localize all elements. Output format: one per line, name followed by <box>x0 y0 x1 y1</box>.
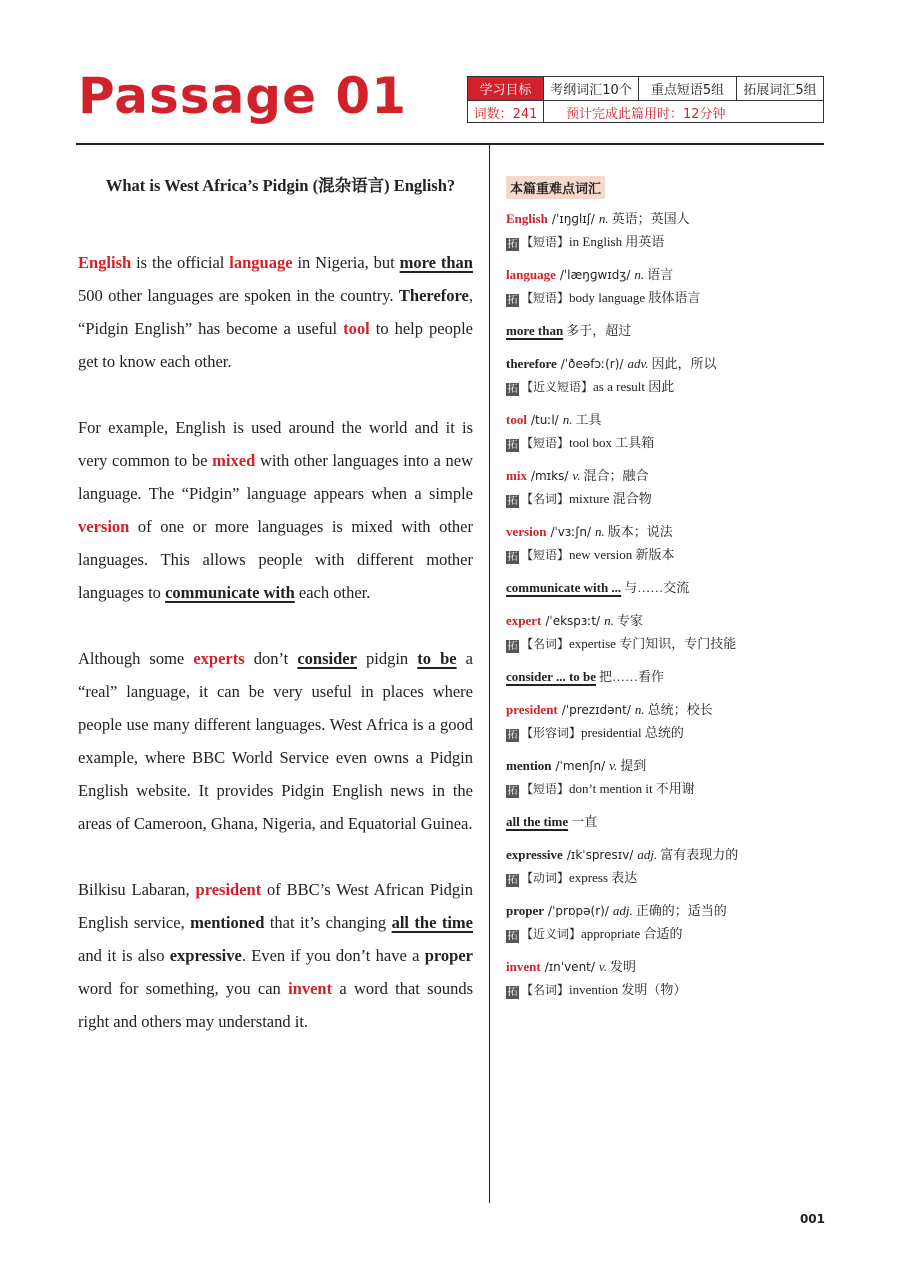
phonetic: /tuːl/ <box>530 413 559 427</box>
vocabulary-list <box>506 207 824 1001</box>
page-title: Passage 01 <box>78 67 407 125</box>
phonetic: /ɪkˈspresɪv/ <box>566 848 634 862</box>
goals-label: 学习目标 <box>468 77 544 100</box>
extension-label: 【短语】 <box>521 782 570 796</box>
vocab-word: therefore <box>506 356 557 371</box>
key-word: expressive <box>169 946 242 965</box>
key-phrase: all the time <box>391 913 474 932</box>
vocab-entry <box>506 464 824 510</box>
definition: 版本；说法 <box>607 524 673 539</box>
paragraph <box>78 873 473 1038</box>
phonetic: /ˈðeəfɔː(r)/ <box>560 357 624 371</box>
extension-text: tool box 工具箱 <box>569 435 655 450</box>
vocab-entry <box>506 810 824 833</box>
definition: 把……看作 <box>599 669 665 684</box>
phonetic: /ˈprɒpə(r)/ <box>548 904 609 918</box>
vocabulary-heading: 本篇重难点词汇 <box>506 176 605 199</box>
goal-item: 考纲词汇10个 <box>544 77 639 100</box>
definition: 正确的；适当的 <box>635 903 727 918</box>
definition: 专家 <box>616 613 643 628</box>
text-run: a word that sounds right and others may understand it. <box>78 979 474 1031</box>
definition: 与……交流 <box>624 580 690 595</box>
text-run: For example, English is used around the world and it is very common to be <box>78 418 473 470</box>
extension-icon: 拓 <box>507 931 518 942</box>
key-phrase: consider <box>297 649 357 668</box>
extension-label: 【近义短语】 <box>521 380 594 394</box>
key-word: English <box>78 253 132 272</box>
vocab-entry <box>506 263 824 309</box>
part-of-speech: n. <box>562 412 573 427</box>
extension-icon: 拓 <box>507 552 518 563</box>
vocab-word: more than <box>506 323 564 338</box>
definition: 因此，所以 <box>651 356 717 371</box>
vocab-word: invent <box>506 959 541 974</box>
key-word: invent <box>288 979 333 998</box>
extension-text: expertise 专门知识，专门技能 <box>569 636 737 651</box>
definition: 混合；融合 <box>583 468 649 483</box>
text-run: and it is also <box>78 946 170 965</box>
extension-label: 【形容词】 <box>521 726 582 740</box>
vocab-entry <box>506 408 824 454</box>
vocab-entry <box>506 576 824 599</box>
column-divider <box>489 145 490 1203</box>
key-word: tool <box>343 319 370 338</box>
extension-text: appropriate 合适的 <box>581 926 683 941</box>
definition: 语言 <box>647 267 674 282</box>
phonetic: /mɪks/ <box>530 469 569 483</box>
part-of-speech: adj. <box>612 903 633 918</box>
vocab-word: proper <box>506 903 545 918</box>
vocab-entry <box>506 899 824 945</box>
text-run: pidgin <box>356 649 418 668</box>
page-number: 001 <box>799 1212 825 1226</box>
definition: 一直 <box>571 814 598 829</box>
extension-label: 【名词】 <box>521 983 570 997</box>
part-of-speech: v. <box>609 758 618 773</box>
key-word: proper <box>424 946 474 965</box>
vocab-word: tool <box>506 412 527 427</box>
part-of-speech: n. <box>634 702 645 717</box>
word-count: 词数：241 <box>468 101 544 123</box>
extension-icon: 拓 <box>507 786 518 797</box>
phonetic: /ˈlæŋɡwɪdʒ/ <box>559 268 631 282</box>
definition: 工具 <box>575 412 602 427</box>
definition: 提到 <box>620 758 647 773</box>
text-run: don’t <box>244 649 298 668</box>
key-word: mixed <box>212 451 256 470</box>
extension-label: 【名词】 <box>521 492 570 506</box>
text-run: that it’s changing <box>264 913 392 932</box>
extension-icon: 拓 <box>507 875 518 886</box>
text-run: word for something, you can <box>78 979 289 998</box>
paragraph <box>78 642 473 840</box>
extension-icon: 拓 <box>507 496 518 507</box>
paragraph <box>78 411 473 609</box>
vocab-word: expert <box>506 613 542 628</box>
vocab-word: mix <box>506 468 527 483</box>
key-word: Therefore <box>398 286 469 305</box>
extension-label: 【短语】 <box>521 235 570 249</box>
definition: 多于，超过 <box>566 323 632 338</box>
extension-text: invention 发明（物） <box>569 982 687 997</box>
passage-body <box>78 246 473 1038</box>
vocab-word: English <box>506 211 548 226</box>
phonetic: /ˈvɜːʃn/ <box>550 525 591 539</box>
text-run: with other languages into a new language. The “Pidgin” language appears when a simple <box>78 451 473 503</box>
vocab-entry <box>506 754 824 800</box>
vocab-word: expressive <box>506 847 563 862</box>
extension-label: 【近义词】 <box>521 927 582 941</box>
extension-label: 【名词】 <box>521 637 570 651</box>
extension-label: 【短语】 <box>521 548 570 562</box>
key-word: mentioned <box>190 913 265 932</box>
key-phrase: to be <box>417 649 457 668</box>
key-word: experts <box>193 649 245 668</box>
definition: 英语；英国人 <box>611 211 690 226</box>
extension-text: in English 用英语 <box>569 234 665 249</box>
text-run: Bilkisu Labaran, <box>78 880 196 899</box>
extension-icon: 拓 <box>507 295 518 306</box>
key-phrase: communicate with <box>165 583 295 602</box>
part-of-speech: n. <box>604 613 614 628</box>
text-run: 500 other languages are spoken in the country. <box>78 286 399 305</box>
key-word: president <box>195 880 262 899</box>
extension-text: presidential 总统的 <box>581 725 684 740</box>
passage-title: What is West Africa’s Pidgin (混杂语言) English? <box>105 176 456 195</box>
header-divider <box>76 143 824 145</box>
vocab-entry <box>506 319 824 342</box>
extension-icon: 拓 <box>507 987 518 998</box>
part-of-speech: v. <box>572 468 581 483</box>
vocab-entry <box>506 698 824 744</box>
vocab-word: consider ... to be <box>506 669 597 684</box>
phonetic: /ˈɪŋɡlɪʃ/ <box>551 212 595 226</box>
text-run: is the official <box>131 253 230 272</box>
extension-icon: 拓 <box>507 641 518 652</box>
vocab-word: language <box>506 267 556 282</box>
phonetic: /ˈmenʃn/ <box>555 759 606 773</box>
text-run: , “Pidgin English” has become a useful <box>78 286 473 338</box>
vocabulary-sidebar <box>506 176 824 1011</box>
extension-label: 【短语】 <box>521 436 570 450</box>
extension-text: as a result 因此 <box>593 379 675 394</box>
estimated-time: 预计完成此篇用时：12分钟 <box>566 106 726 122</box>
extension-text: body language 肢体语言 <box>569 290 701 305</box>
paragraph <box>78 246 473 378</box>
vocab-entry <box>506 665 824 688</box>
vocab-entry <box>506 207 824 253</box>
extension-icon: 拓 <box>507 384 518 395</box>
key-word: language <box>229 253 293 272</box>
part-of-speech: n. <box>634 267 645 282</box>
definition: 总统；校长 <box>647 702 713 717</box>
goal-item: 拓展词汇5组 <box>743 83 817 98</box>
extension-label: 【短语】 <box>521 291 570 305</box>
learning-goals-table <box>467 76 824 123</box>
extension-icon: 拓 <box>507 239 518 250</box>
vocab-word: version <box>506 524 547 539</box>
vocab-word: communicate with ... <box>506 580 622 595</box>
phonetic: /ɪnˈvent/ <box>544 960 595 974</box>
definition: 发明 <box>609 959 636 974</box>
vocab-word: all the time <box>506 814 569 829</box>
phonetic: /ˈekspɜːt/ <box>545 614 601 628</box>
extension-label: 【动词】 <box>521 871 570 885</box>
part-of-speech: n. <box>598 211 609 226</box>
vocab-entry <box>506 520 824 566</box>
extension-text: mixture 混合物 <box>569 491 652 506</box>
vocab-word: president <box>506 702 558 717</box>
extension-text: express 表达 <box>569 870 638 885</box>
part-of-speech: adj. <box>637 847 658 862</box>
extension-icon: 拓 <box>507 730 518 741</box>
part-of-speech: n. <box>595 524 605 539</box>
passage-column <box>78 168 473 1071</box>
text-run: of one or more languages is mixed with other languages. This allows people with different mother languages to <box>78 517 473 602</box>
part-of-speech: v. <box>598 959 607 974</box>
text-run: each other. <box>294 583 371 602</box>
text-run: to help people get to know each other. <box>78 319 473 371</box>
text-run: Although some <box>78 649 194 668</box>
extension-icon: 拓 <box>507 440 518 451</box>
vocab-entry <box>506 609 824 655</box>
phonetic: /ˈprezɪdənt/ <box>561 703 631 717</box>
vocab-word: mention <box>506 758 552 773</box>
vocab-entry <box>506 352 824 398</box>
key-phrase: more than <box>399 253 473 272</box>
vocab-entry <box>506 955 824 1001</box>
text-run: a “real” language, it can be very useful in places where people use many different languages. West Africa is a good example, where BBC World Service even owns a Pidgin English website. It provides Pidgin English news in the areas of Cameroon, Ghana, Nigeria, and Equatorial Guinea. <box>78 649 473 833</box>
text-run: of BBC’s West African Pidgin English service, <box>78 880 473 932</box>
goal-item: 重点短语5组 <box>639 77 737 100</box>
extension-text: don’t mention it 不用谢 <box>569 781 695 796</box>
text-run: in Nigeria, but <box>292 253 400 272</box>
text-run: . Even if you don’t have a <box>241 946 425 965</box>
part-of-speech: adv. <box>627 356 649 371</box>
vocab-entry <box>506 843 824 889</box>
definition: 富有表现力的 <box>660 847 739 862</box>
extension-text: new version 新版本 <box>569 547 675 562</box>
key-word: version <box>78 517 130 536</box>
